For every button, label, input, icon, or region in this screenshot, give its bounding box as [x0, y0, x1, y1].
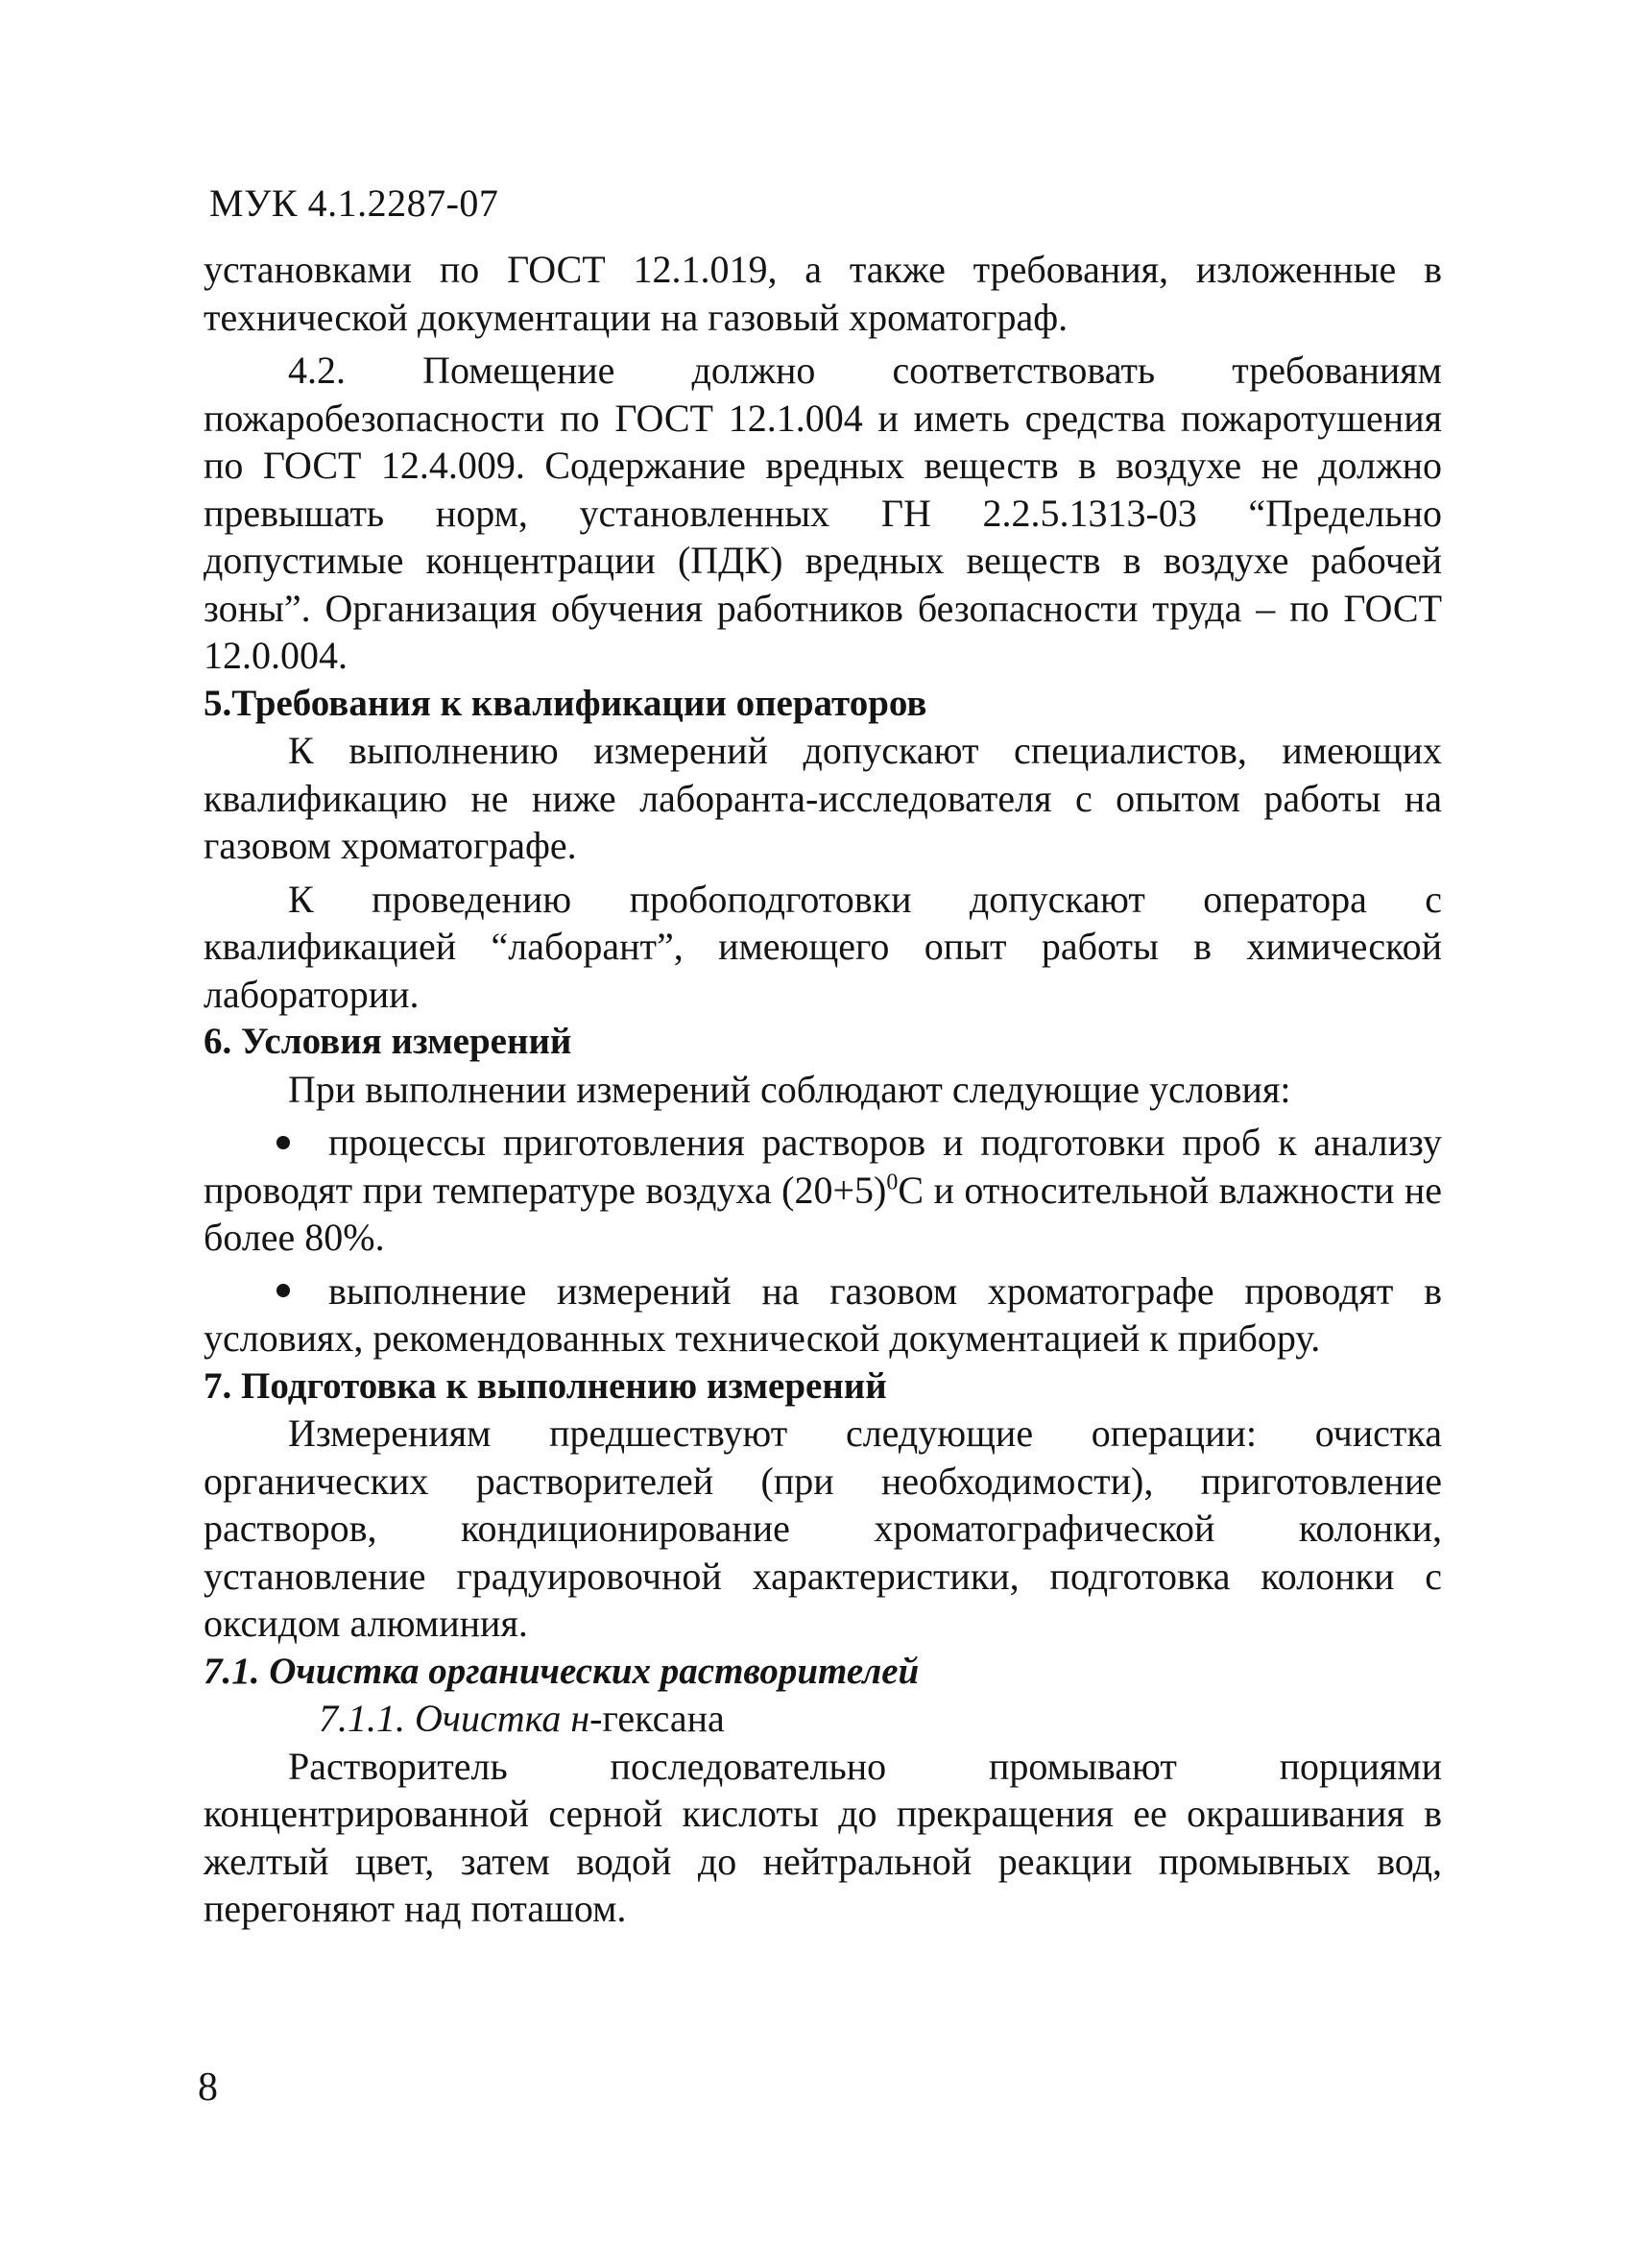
bullet-icon	[276, 1284, 290, 1297]
bullet-1-text-b: С и относительной влажности не более 80%.	[204, 1168, 1442, 1259]
section-7-1-1-paragraph: Растворитель последовательно промывают порциями концентрированной серной кислоты до прекращения ее окрашивания в желтый цвет, затем водой до нейтральной реакции промывных вод, перегоняют над поташом.	[204, 1744, 1442, 1930]
section-5-heading: 5.Требования к квалификации операторов	[204, 682, 927, 724]
bullet-icon	[276, 1136, 290, 1149]
bullet-1-text-a: процессы приготовления растворов и подготовки проб к анализу проводят при температуре воздуха (20+5)	[204, 1121, 1442, 1212]
section-5-paragraph-1: К выполнению измерений допускают специалистов, имеющих квалификацию не ниже лаборанта-исследователя с опытом работы на газовом хроматографе.	[204, 729, 1442, 867]
section-7-1-heading: 7.1. Очистка органических растворителей	[204, 1650, 920, 1692]
section-7-1-1-italic: 7.1.1. Очистка н-	[319, 1697, 603, 1740]
section-7-1-1-heading	[204, 1695, 1442, 1743]
page-number: 8	[198, 2065, 218, 2110]
document-code-header: МУК 4.1.2287-07	[209, 181, 499, 225]
section-7-paragraph-1: Измерениям предшествуют следующие операции: очистка органических растворителей (при необходимости), приготовление растворов, кондиционирование хроматографической колонки, установление градуировочной характеристики, подготовка колонки с оксидом алюминия.	[204, 1411, 1442, 1645]
section-6-bullet-2	[204, 1267, 1442, 1363]
document-body	[204, 246, 1442, 1933]
section-7-heading: 7. Подготовка к выполнению измерений	[204, 1364, 887, 1407]
bullet-2-text: выполнение измерений на газовом хроматографе проводят в условиях, рекомендованных технической документацией к прибору.	[204, 1268, 1442, 1360]
section-6-bullet-1	[204, 1119, 1442, 1262]
section-7-1-1-rest: гексана	[602, 1697, 725, 1740]
paragraph-continuation: установками по ГОСТ 12.1.019, а также требования, изложенные в технической документации на газовый хроматограф.	[204, 248, 1442, 339]
section-5-paragraph-2: К проведению пробоподготовки допускают оператора с квалификацией “лаборант”, имеющего опыт работы в химической лаборатории.	[204, 877, 1442, 1016]
section-6-heading: 6. Условия измерений	[204, 1021, 572, 1062]
degree-superscript: 0	[886, 1170, 899, 1195]
section-6-intro: При выполнении измерений соблюдают следующие условия:	[288, 1067, 1291, 1111]
paragraph-4-2: 4.2. Помещение должно соответствовать требованиям пожаробезопасности по ГОСТ 12.1.004 и иметь средства пожаротушения по ГОСТ 12.4.009. Содержание вредных веществ в воздухе не должно превышать норм, установленных ГН 2.2.5.1313-03 “Предельно допустимые концентрации (ПДК) вредных веществ в воздухе рабочей зоны”. Организация обучения работников безопасности труда – по ГОСТ 12.0.004.	[204, 349, 1442, 677]
